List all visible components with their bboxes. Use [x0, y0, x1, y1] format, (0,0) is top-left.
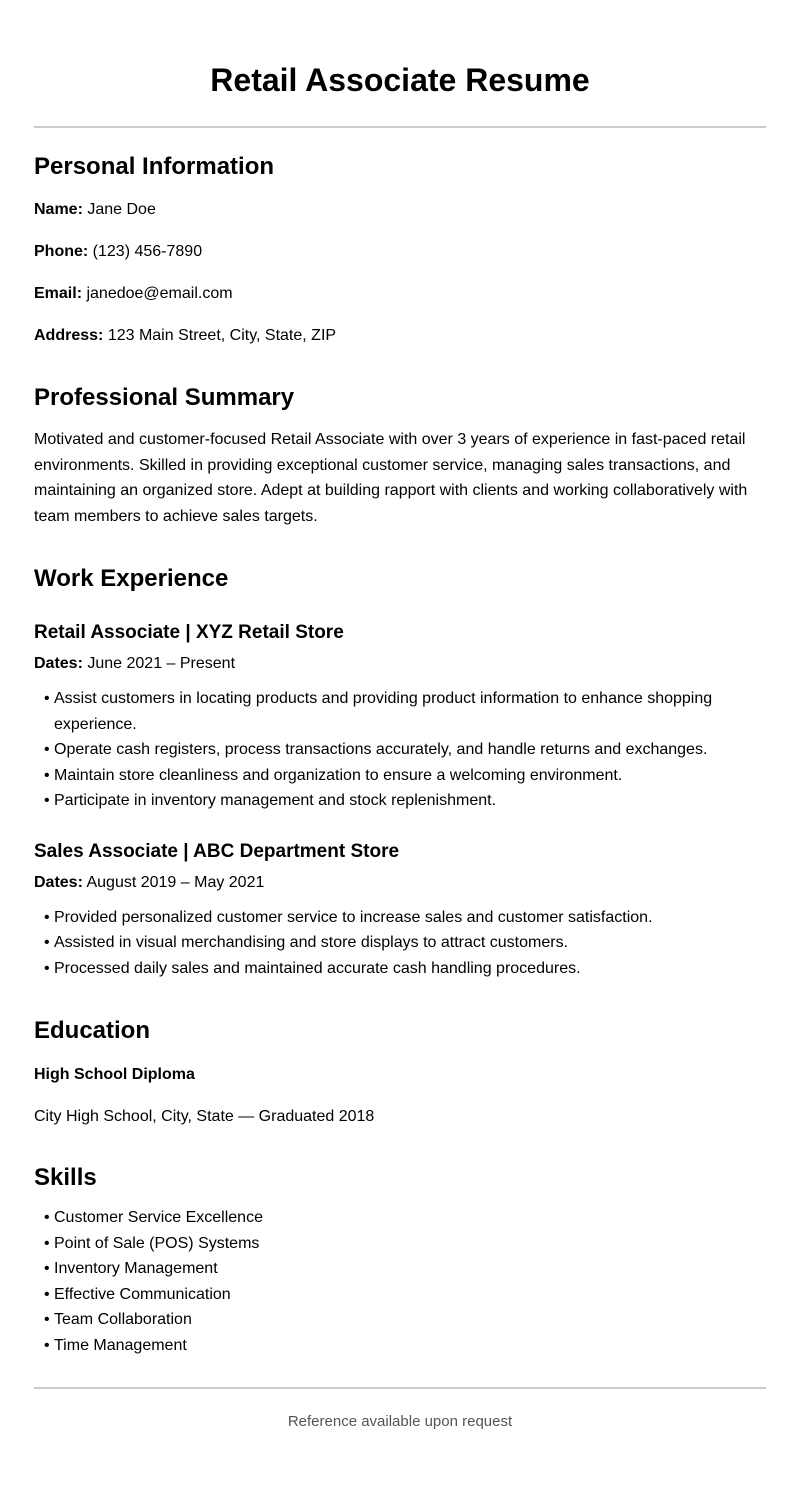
- phone-value: (123) 456-7890: [92, 243, 203, 260]
- work-experience-heading: Work Experience: [34, 565, 229, 592]
- list-item: • Assisted in visual merchandising and store displays to attract customers.: [44, 930, 766, 956]
- job-dates: [34, 873, 766, 893]
- list-item: • Operate cash registers, process transactions accurately, and handle returns and exchanges.: [44, 737, 766, 763]
- work-experience-section: [34, 564, 766, 981]
- list-item: • Provided personalized customer service to increase sales and customer satisfaction.: [44, 905, 766, 931]
- school-details: City High School, City, State — Graduated 2018: [34, 1108, 375, 1125]
- education-heading: Education: [34, 1017, 151, 1044]
- address-value: 123 Main Street, City, State, ZIP: [107, 327, 337, 344]
- name-value: Jane Doe: [87, 201, 156, 218]
- list-item: • Team Collaboration: [44, 1307, 766, 1333]
- list-item: • Time Management: [44, 1333, 766, 1359]
- page-title: Retail Associate Resume: [210, 62, 590, 98]
- dates-label: Dates:: [34, 873, 83, 891]
- job-dates: [34, 654, 766, 674]
- professional-summary-heading: Professional Summary: [34, 384, 295, 411]
- list-item: • Inventory Management: [44, 1256, 766, 1282]
- skills-list: [34, 1205, 766, 1358]
- professional-summary-section: [34, 383, 766, 529]
- footer-note: Reference available upon request: [287, 1413, 513, 1430]
- dates-value: August 2019 – May 2021: [86, 873, 265, 891]
- footer-divider: [34, 1387, 766, 1389]
- job-entry: [34, 621, 766, 814]
- list-item: • Effective Communication: [44, 1282, 766, 1308]
- skills-heading: Skills: [34, 1164, 97, 1191]
- education-section: [34, 1016, 766, 1127]
- list-item: • Assist customers in locating products and providing product information to enhance shopping experience.: [44, 686, 766, 737]
- name-label: Name:: [34, 201, 83, 218]
- list-item: • Participate in inventory management and stock replenishment.: [44, 788, 766, 814]
- address-field: [34, 326, 766, 346]
- phone-field: [34, 242, 766, 262]
- personal-information-section: [34, 152, 766, 346]
- degree-title: High School Diploma: [34, 1066, 195, 1083]
- job-entry: [34, 840, 766, 982]
- job-duties-list: [34, 905, 766, 982]
- title-divider: [34, 126, 766, 128]
- job-duties-list: [34, 686, 766, 814]
- phone-label: Phone:: [34, 243, 89, 260]
- dates-label: Dates:: [34, 655, 83, 672]
- email-label: Email:: [34, 285, 83, 302]
- list-item: • Maintain store cleanliness and organization to ensure a welcoming environment.: [44, 763, 766, 789]
- address-label: Address:: [34, 327, 104, 344]
- list-item: • Customer Service Excellence: [44, 1205, 766, 1231]
- summary-text: Motivated and customer-focused Retail Associate with over 3 years of experience in fast-paced retail environments. Skilled in providing exceptional customer service, managing sales transactions, and maintaining an organized store. Adept at building rapport with clients and working collaboratively with team members to achieve sales targets.: [34, 431, 748, 525]
- email-field: [34, 284, 766, 304]
- list-item: • Processed daily sales and maintained accurate cash handling procedures.: [44, 956, 766, 982]
- list-item: • Point of Sale (POS) Systems: [44, 1231, 766, 1257]
- email-value: janedoe@email.com: [86, 285, 233, 302]
- personal-information-heading: Personal Information: [34, 153, 275, 180]
- dates-value: June 2021 – Present: [87, 655, 236, 672]
- job-title: Retail Associate | XYZ Retail Store: [34, 622, 344, 643]
- skills-section: [34, 1163, 766, 1358]
- job-title: Sales Associate | ABC Department Store: [34, 840, 400, 862]
- name-field: [34, 200, 766, 220]
